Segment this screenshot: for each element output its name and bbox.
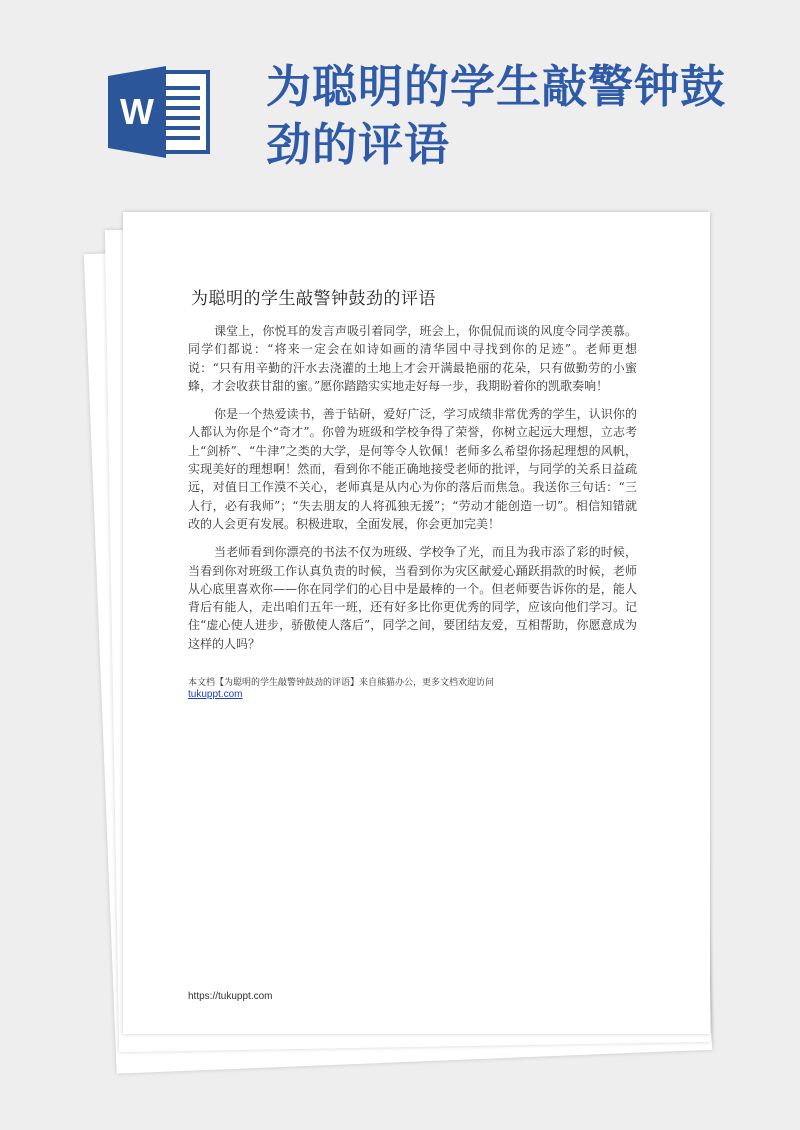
source-note: 本文档【为聪明的学生敲警钟鼓劲的评语】来自熊猫办公，更多文档欢迎访问 — [188, 678, 495, 688]
document-body — [188, 322, 637, 663]
source-link[interactable]: tukuppt.com — [188, 689, 243, 700]
document-title: 为聪明的学生敲警钟鼓劲的评语 — [191, 289, 436, 309]
document-page — [123, 212, 710, 1034]
word-logo-letter: W — [120, 91, 154, 132]
paragraph: 你是一个热爱读书，善于钻研，爱好广泛，学习成绩非常优秀的学生，认识你的人都认为你是个“奇才”。你曾为班级和学校争得了荣誉，你树立起远大理想，立志考上“剑桥”、“牛津”之类的大学，是何等令人钦佩！老师多么希望你扬起理想的风帆，实现美好的理想啊！然而，看到你不能正确地接受老师的批评，与同学的关系日益疏远，对值日工作漠不关心，老师真是从内心为你的落后而焦急。我送你三句话：“三人行，必有我师”；“失去朋友的人将孤独无援”；“劳动才能创造一切”。相信知错就改的人会更有发展。积极进取，全面发展，你会更加完美！ — [188, 407, 637, 531]
page-heading: 为聪明的学生敲警钟鼓劲的评语 — [266, 60, 727, 171]
word-document-icon — [108, 66, 212, 158]
paragraph: 课堂上，你悦耳的发言声吸引着同学，班会上，你侃侃而谈的风度令同学羡慕。同学们都说：“将来一定会在如诗如画的清华园中寻找到你的足迹”。老师更想说：“只有用辛勤的汗水去浇灌的土地上才会开满最艳丽的花朵，只有做勤劳的小蜜蜂，才会收获甘甜的蜜。”愿你踏踏实实地走好每一步，我期盼着你的凯歌奏响！ — [188, 324, 637, 393]
footer-url: https://tukuppt.com — [188, 991, 273, 1002]
paragraph: 当老师看到你漂亮的书法不仅为班级、学校争了光，而且为我市添了彩的时候，当看到你对班级工作认真负责的时候，当看到你为灾区献爱心踊跃捐款的时候，老师从心底里喜欢你——你在同学们的心目中是最棒的一个。但老师要告诉你的是，能人背后有能人，走出咱们五年一班，还有好多比你更优秀的同学，应该向他们学习。记住“虚心使人进步，骄傲使人落后”，同学之间，要团结友爱，互相帮助，你愿意成为这样的人吗？ — [188, 545, 637, 651]
